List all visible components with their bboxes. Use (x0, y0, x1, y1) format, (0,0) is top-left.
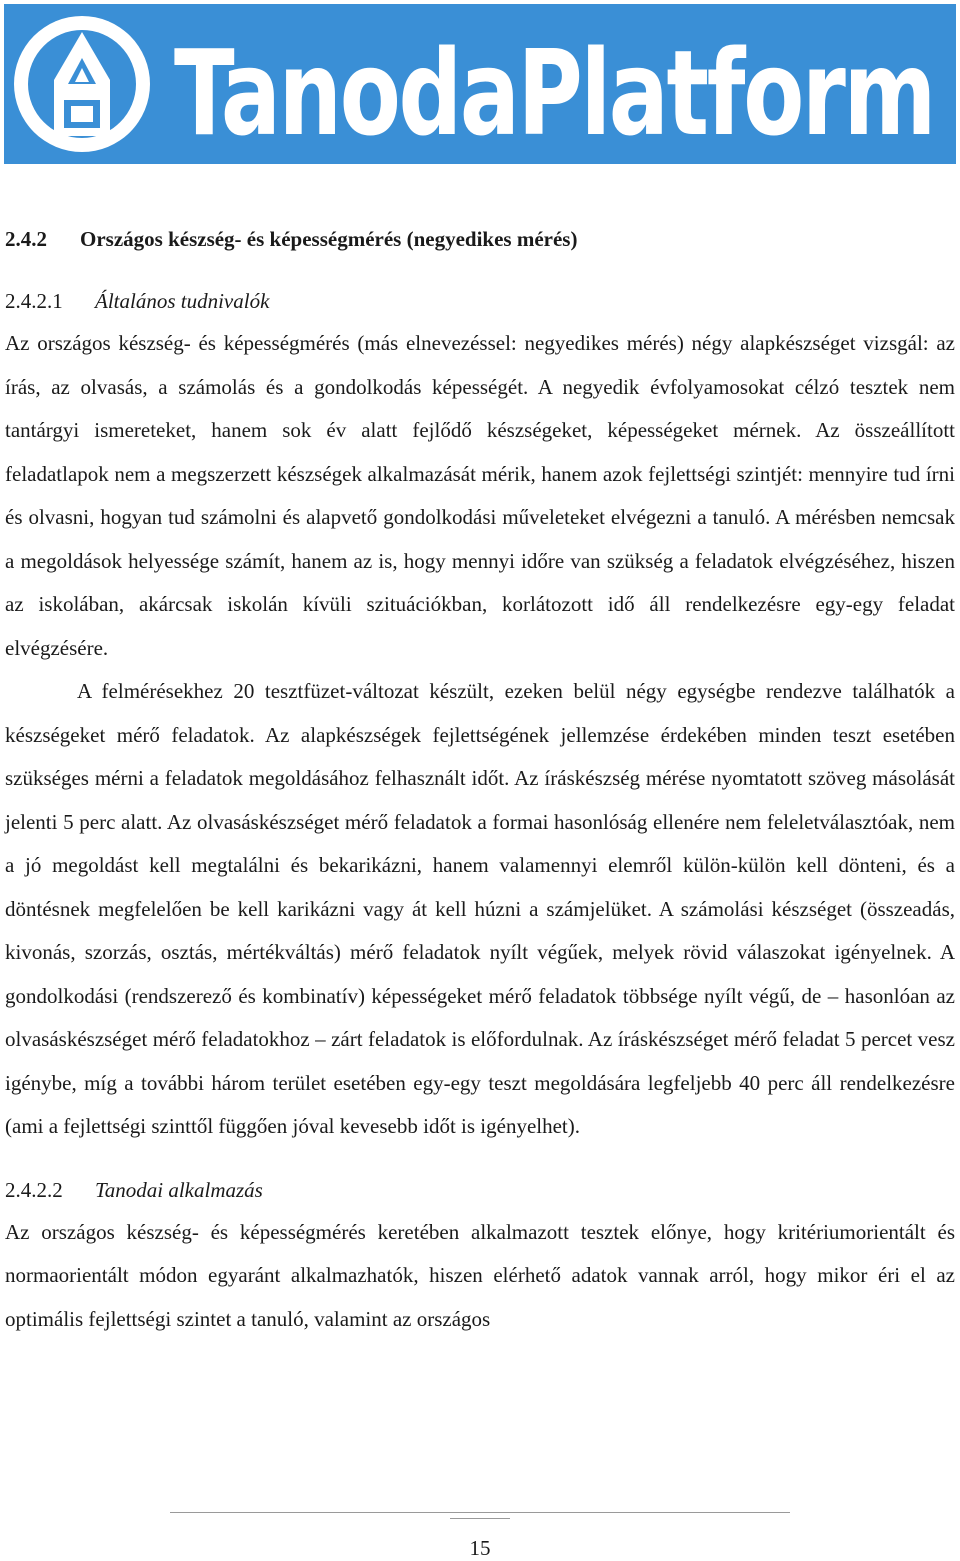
paragraph-general-info: Az országos készség- és képességmérés (más elnevezéssel: negyedikes mérés) négy alapkészséget vizsgál: az írás, az olvasás, a számolás és a gondolkodás képességét. A negyedik évfolyamosokat célzó tesztek nem tantárgyi ismereteket, hanem sok év alatt fejlődő készségeket, képességeket mérnek. Az összeállított feladatlapok nem a megszerzett készségek alkalmazását mérik, hanem azok fejlettségi szintjét: mennyire tud írni és olvasni, hogyan tud számolni és alapvető gondolkodási műveleteket elvégezni a tanuló. A mérésben nemcsak a megoldások helyessége számít, hanem az is, hogy mennyi időre van szükség a feladatok elvégzéséhez, hiszen az iskolában, akárcsak iskolán kívüli szituációkban, korlátozott idő áll rendelkezésre egy-egy feladat elvégzésére. (5, 331, 955, 660)
section-title: Országos készség- és képességmérés (negyedikes mérés) (80, 227, 578, 251)
logo-wordmark: TanodaPlatform (174, 24, 934, 162)
page-number: 15 (469, 1536, 491, 1560)
subsection-number: 2.4.2.1 (5, 289, 63, 313)
section-heading (5, 218, 955, 260)
subsection-title: Általános tudnivalók (95, 289, 270, 313)
section-number: 2.4.2 (5, 227, 47, 251)
document-body (5, 218, 955, 1341)
paragraph-tanoda-application: Az országos készség- és képességmérés keretében alkalmazott tesztek előnye, hogy kritériumorientált és normaorientált módon egyaránt alkalmazhatók, hiszen elérhető adatok vannak arról, hogy mikor éri el az optimális fejlettségi szintet a tanuló, valamint az országos (5, 1219, 955, 1331)
footer-divider-short (450, 1518, 510, 1519)
tanodaplatform-logo (4, 4, 956, 164)
subsection-heading-general (5, 280, 955, 322)
subsection-title: Tanodai alkalmazás (95, 1177, 263, 1202)
subsection-heading-application (5, 1169, 955, 1211)
subsection-number: 2.4.2.2 (5, 1177, 63, 1202)
footer-divider (170, 1512, 790, 1513)
header-banner (4, 4, 956, 164)
house-logo-icon (14, 16, 150, 152)
paragraph-test-booklets: A felmérésekhez 20 tesztfüzet-változat készült, ezeken belül négy egységbe rendezve találhatók a készségeket mérő feladatok. Az alapkészségek fejlettségének jellemzése érdekében minden teszt esetében szükséges mérni a feladatok megoldásához felhasznált időt. Az íráskészség mérése nyomtatott szöveg másolását jelenti 5 perc alatt. Az olvasáskészséget mérő feladatok a formai hasonlóság ellenére nem feleletválasztóak, nem a jó megoldást kell megtalálni és bekarikázni, hanem valamennyi elemről külön-külön kell dönteni, és a döntésnek megfelelően be kell karikázni vagy át kell húzni a számjelüket. A számolási készséget (összeadás, kivonás, szorzás, osztás, mértékváltás) mérő feladatok nyílt végűek, melyek rövid válaszokat igényelnek. A gondolkodási (rendszerező és kombinatív) képességeket mérő feladatok többsége nyílt végű, de – hasonlóan az olvasáskészséget mérő feladatokhoz – zárt feladatok is előfordulnak. Az íráskészséget mérő feladat 5 percet vesz igénybe, míg a további három terület esetében egy-egy teszt megoldására legfeljebb 40 perc áll rendelkezésre (ami a fejlettségi szinttől függően jóval kevesebb időt is igényelhet). (5, 679, 955, 1138)
